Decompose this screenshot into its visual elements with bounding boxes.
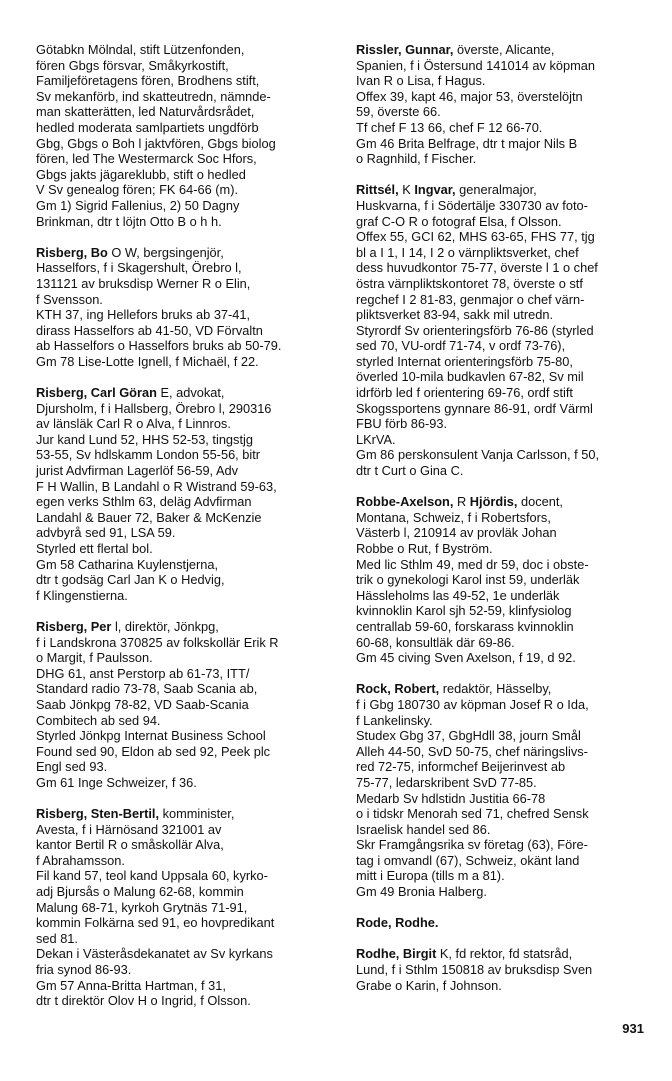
entry-text-line: Gm 86 perskonsulent Vanja Carlsson, f 50, — [356, 447, 600, 463]
entry-text-line: Styrled Jönkpg Internat Business School — [36, 728, 266, 744]
entry-text-line: östra värnpliktskontoret 78, överste o stf — [356, 275, 583, 291]
entry-text-line: dtr t godsäg Carl Jan K o Hedvig, — [36, 572, 225, 588]
entry-text-line: Gbg, Gbgs o Boh l jaktvfören, Gbgs biolog — [36, 135, 276, 151]
entry-text-line: f i Landskrona 370825 av folkskollär Erik R — [36, 634, 279, 650]
entry-name: Rock, Robert, — [356, 681, 440, 697]
biography-entry — [356, 42, 656, 167]
entry-text-line: Montana, Schweiz, f i Robertsfors, — [356, 509, 551, 525]
entry-text-line: Styrled ett flertal bol. — [36, 541, 153, 556]
entry-text-line: Huskvarna, f i Södertälje 330730 av foto- — [356, 197, 588, 213]
entry-text-line: Found sed 90, Eldon ab sed 92, Peek plc — [36, 743, 271, 759]
biography-entry — [356, 946, 656, 993]
entry-text-line: red 72-75, informchef Beijerinvest ab — [356, 759, 566, 775]
entry-text-line: Götabkn Mölndal, stift Lützenfonden, — [36, 42, 245, 57]
entry-text-line: 75-77, ledarskribent SvD 77-85. — [356, 774, 537, 790]
entry-text-line: Skogssportens gynnare 86-91, ordf Värml — [356, 400, 593, 416]
entry-text-line: F H Wallin, B Landahl o R Wistrand 59-63, — [36, 478, 277, 494]
entry-text-line: Gm 49 Bronia Halberg. — [356, 884, 487, 900]
entry-given-name: Ingvar, — [414, 182, 456, 198]
entry-title: K, fd rektor, fd statsråd, — [436, 946, 573, 962]
entry-heading-line — [36, 245, 336, 261]
entry-title: komminister, — [159, 806, 235, 822]
entry-text-line: dtr t direktör Olov H o Ingrid, f Olsson. — [36, 993, 251, 1009]
entry-text-line: bl a I 1, I 14, I 2 o värnpliktsverket, chef — [356, 244, 579, 260]
entry-name: Rissler, Gunnar, — [356, 42, 454, 57]
page-number: 931 — [622, 1021, 644, 1036]
entry-text-line: o Ragnhild, f Fischer. — [356, 151, 477, 167]
entry-title: E, advokat, — [156, 385, 225, 401]
entry-text-line: centrallab 59-60, forskarass kvinnoklin — [356, 618, 574, 634]
entry-text-line: av länsläk Carl R o Alva, f Linnros. — [36, 416, 231, 432]
entry-given-name: Hjördis, — [469, 494, 518, 510]
entry-text-line: Medarb Sv hdlstidn Justitia 66-78 — [356, 790, 546, 806]
entry-text-line: sed 81. — [36, 930, 78, 946]
entry-text-line: Gm 45 civing Sven Axelson, f 19, d 92. — [356, 650, 576, 666]
entry-text-line: Robbe o Rut, f Byström. — [356, 541, 493, 556]
entry-text-line: fören, led The Westermarck Soc Hfors, — [36, 151, 257, 167]
entry-text-line: Fil kand 57, teol kand Uppsala 60, kyrko- — [36, 868, 268, 884]
entry-name: Risberg, Per — [36, 618, 112, 634]
entry-text-line: Offex 55, GCI 62, MHS 63-65, FHS 77, tjg — [356, 229, 595, 245]
entry-text-line: egen verks Sthlm 63, deläg Advfirman — [36, 494, 252, 510]
entry-title: R — [453, 494, 470, 510]
entry-title: l, direktör, Jönkpg, — [111, 618, 219, 634]
entry-text-line: tag i omvandl (67), Schweiz, okänt land — [356, 852, 580, 868]
entry-text-line: regchef I 2 81-83, genmajor o chef värn- — [356, 291, 585, 307]
entry-text-line: Ivan R o Lisa, f Hagus. — [356, 73, 486, 89]
entry-text-line: Sv mekanförb, ind skatteutredn, nämnde- — [36, 88, 271, 104]
entry-title: överste, Alicante, — [453, 42, 555, 57]
biography-entry — [36, 619, 336, 791]
entry-text-line: Grabe o Karin, f Johnson. — [356, 977, 502, 993]
entry-text-line: mitt i Europa (tills m a 81). — [356, 868, 505, 884]
entry-text-line: Studex Gbg 37, GbgHdll 38, journ Smål — [356, 728, 581, 744]
entry-heading-line — [356, 915, 656, 931]
biography-entry — [36, 245, 336, 370]
entry-text-line: f Svensson. — [36, 291, 103, 307]
entry-name: Rode, Rodhe. — [356, 915, 439, 931]
entry-text-line: Gm 1) Sigrid Fallenius, 2) 50 Dagny — [36, 197, 240, 213]
entry-heading-line — [356, 494, 656, 510]
entry-text-line: Gbgs jakts jägareklubb, stift o hedled — [36, 166, 246, 182]
biography-entry — [356, 681, 656, 899]
entry-text-line: Alleh 44-50, SvD 50-75, chef näringslivs- — [356, 743, 588, 759]
entry-text-line: Combitech ab sed 94. — [36, 712, 161, 728]
entry-text-line: Gm 58 Catharina Kuylenstjerna, — [36, 556, 219, 572]
entry-text-line: Offex 39, kapt 46, major 53, överstelöjtn — [356, 88, 583, 104]
entry-text-line: kvinnoklin Karol sjh 52-59, klinfysiolog — [356, 603, 572, 619]
entry-text-line: Styrordf Sv orienteringsförb 76-86 (styrled — [356, 322, 594, 338]
entry-text-line: Malung 68-71, kyrkoh Grytnäs 71-91, — [36, 899, 248, 915]
entry-text-line: advbyrå sed 91, LSA 59. — [36, 525, 176, 541]
entry-text-line: Gm 57 Anna-Britta Hartman, f 31, — [36, 977, 226, 993]
entry-text-line: Skr Framgångsrika sv företag (63), Före- — [356, 837, 588, 853]
entry-text-line: Brinkman, dtr t löjtn Otto B o h h. — [36, 213, 222, 229]
entry-text-line: FBU förb 86-93. — [356, 416, 448, 432]
entry-text-line: Djursholm, f i Hallsberg, Örebro l, 290316 — [36, 400, 272, 416]
entry-name: Rittsél, — [356, 182, 399, 198]
entry-text-line: f Lankelinsky. — [356, 712, 433, 728]
entry-text-line: dess huvudkontor 75-77, överste l 1 o chef — [356, 260, 598, 276]
entry-text-line: V Sv genealog fören; FK 64-66 (m). — [36, 182, 239, 198]
entry-text-line: Tf chef F 13 66, chef F 12 66-70. — [356, 119, 543, 135]
entry-text-line: ab Hasselfors o Hasselfors bruks ab 50-79. — [36, 338, 282, 354]
entry-heading-line — [356, 946, 656, 962]
entry-text-line: Dekan i Västeråsdekanatet av Sv kyrkans — [36, 946, 273, 962]
left-column — [36, 42, 336, 1024]
entry-text-line: DHG 61, anst Perstorp ab 61-73, ITT/ — [36, 665, 250, 681]
entry-text-line: hedled moderata samlpartiets ungdförb — [36, 119, 259, 135]
biography-entry — [36, 385, 336, 603]
entry-name: Risberg, Bo — [36, 244, 108, 260]
entry-text-line: idrförb led f orientering 69-76, ordf stift — [356, 385, 573, 401]
entry-text-line: Västerb l, 210914 av provläk Johan — [356, 525, 557, 541]
biography-entry — [356, 494, 656, 666]
entry-text-line: fören Gbgs försvar, Småkyrkostift, — [36, 57, 229, 73]
entry-text-line: Familjeföretagens fören, Brodhens stift, — [36, 73, 260, 89]
entry-text-line: o Margit, f Paulsson. — [36, 650, 153, 666]
entry-text-line: Lund, f i Sthlm 150818 av bruksdisp Sven — [356, 962, 593, 978]
entry-text-line: Jur kand Lund 52, HHS 52-53, tingstjg — [36, 431, 253, 447]
entry-name: Risberg, Sten-Bertil, — [36, 806, 160, 822]
entry-heading-line — [36, 385, 336, 401]
entry-text-line: f i Gbg 180730 av köpman Josef R o Ida, — [356, 696, 589, 712]
right-column — [356, 42, 656, 1009]
entry-text-line: kommin Folkärna sed 91, eo hovpredikant — [36, 915, 275, 931]
entry-text-line: f Klingenstierna. — [36, 587, 128, 603]
biography-entry — [36, 42, 336, 229]
entry-text-line: kantor Bertil R o småskollär Alva, — [36, 837, 224, 853]
entry-text-line: Gm 78 Lise-Lotte Ignell, f Michaël, f 22. — [36, 353, 259, 369]
biography-entry — [356, 182, 656, 478]
entry-text-line: jurist Advfirman Lagerlöf 56-59, Adv — [36, 463, 239, 479]
entry-text-line: 60-68, konsultläk där 69-86. — [356, 634, 515, 650]
entry-text-line: Spanien, f i Östersund 141014 av köpman — [356, 57, 596, 73]
entry-title: redaktör, Hässelby, — [439, 681, 552, 697]
entry-text-line: Standard radio 73-78, Saab Scania ab, — [36, 681, 258, 697]
entry-heading-line — [356, 42, 656, 58]
entry-text-line: Hasselfors, f i Skagershult, Örebro l, — [36, 260, 242, 276]
entry-text-line: Hässleholms las 49-52, 1e underläk — [356, 587, 560, 603]
entry-title-cont: docent, — [517, 494, 563, 510]
entry-text-line: LKrVA. — [356, 431, 396, 447]
entry-text-line: fria synod 86-93. — [36, 962, 132, 978]
entry-text-line: graf C-O R o fotograf Elsa, f Olsson. — [356, 213, 562, 229]
entry-text-line: man skatterätten, led Naturvårdsrådet, — [36, 104, 255, 120]
entry-text-line: Israelisk handel sed 86. — [356, 821, 491, 837]
entry-text-line: pliktsverket 83-94, sakk mil utredn. — [356, 307, 554, 323]
entry-text-line: 59, överste 66. — [356, 104, 441, 120]
biography-entry — [356, 915, 656, 931]
entry-text-line: o i tidskr Menorah sed 71, chefred Sensk — [356, 806, 589, 822]
entry-heading-line — [356, 182, 656, 198]
entry-text-line: trik o gynekologi Karol inst 59, underläk — [356, 572, 580, 588]
entry-heading-line — [36, 806, 336, 822]
entry-text-line: styrled Internat orienteringsförb 75-80, — [356, 353, 573, 369]
entry-text-line: Engl sed 93. — [36, 759, 108, 775]
entry-text-line: dirass Hasselfors ab 41-50, VD Förvaltn — [36, 322, 263, 338]
entry-text-line: dtr t Curt o Gina C. — [356, 463, 464, 479]
entry-text-line: Gm 46 Brita Belfrage, dtr t major Nils B — [356, 135, 578, 151]
entry-text-line: 53-55, Sv hdlskamm London 55-56, bitr — [36, 447, 261, 463]
entry-text-line: överled 10-mila budkavlen 67-82, Sv mil — [356, 369, 584, 385]
entry-text-line: Avesta, f i Härnösand 321001 av — [36, 821, 222, 837]
entry-text-line: Saab Jönkpg 78-82, VD Saab-Scania — [36, 696, 249, 712]
biography-entry — [36, 806, 336, 1009]
entry-text-line: Landahl & Bauer 72, Baker & McKenzie — [36, 509, 262, 525]
entry-title: K — [398, 182, 415, 198]
entry-text-line: sed 70, VU-ordf 71-74, v ordf 73-76), — [356, 338, 566, 354]
entry-text-line: KTH 37, ing Hellefors bruks ab 37-41, — [36, 307, 251, 323]
entry-name: Robbe-Axelson, — [356, 494, 454, 510]
entry-name: Risberg, Carl Göran — [36, 385, 157, 401]
entry-heading-line — [356, 681, 656, 697]
entry-name: Rodhe, Birgit — [356, 946, 437, 962]
entry-text-line: Gm 61 Inge Schweizer, f 36. — [36, 774, 197, 790]
entry-text-line: 131121 av bruksdisp Werner R o Elin, — [36, 275, 251, 291]
entry-title: O W, bergsingenjör, — [107, 244, 224, 260]
entry-heading-line — [36, 619, 336, 635]
entry-text-line: adj Bjursås o Malung 62-68, kommin — [36, 884, 244, 900]
entry-text-line: Med lic Sthlm 49, med dr 59, doc i obste- — [356, 556, 589, 572]
entry-title-cont: generalmajor, — [455, 182, 537, 198]
entry-text-line: f Abrahamsson. — [36, 852, 125, 868]
